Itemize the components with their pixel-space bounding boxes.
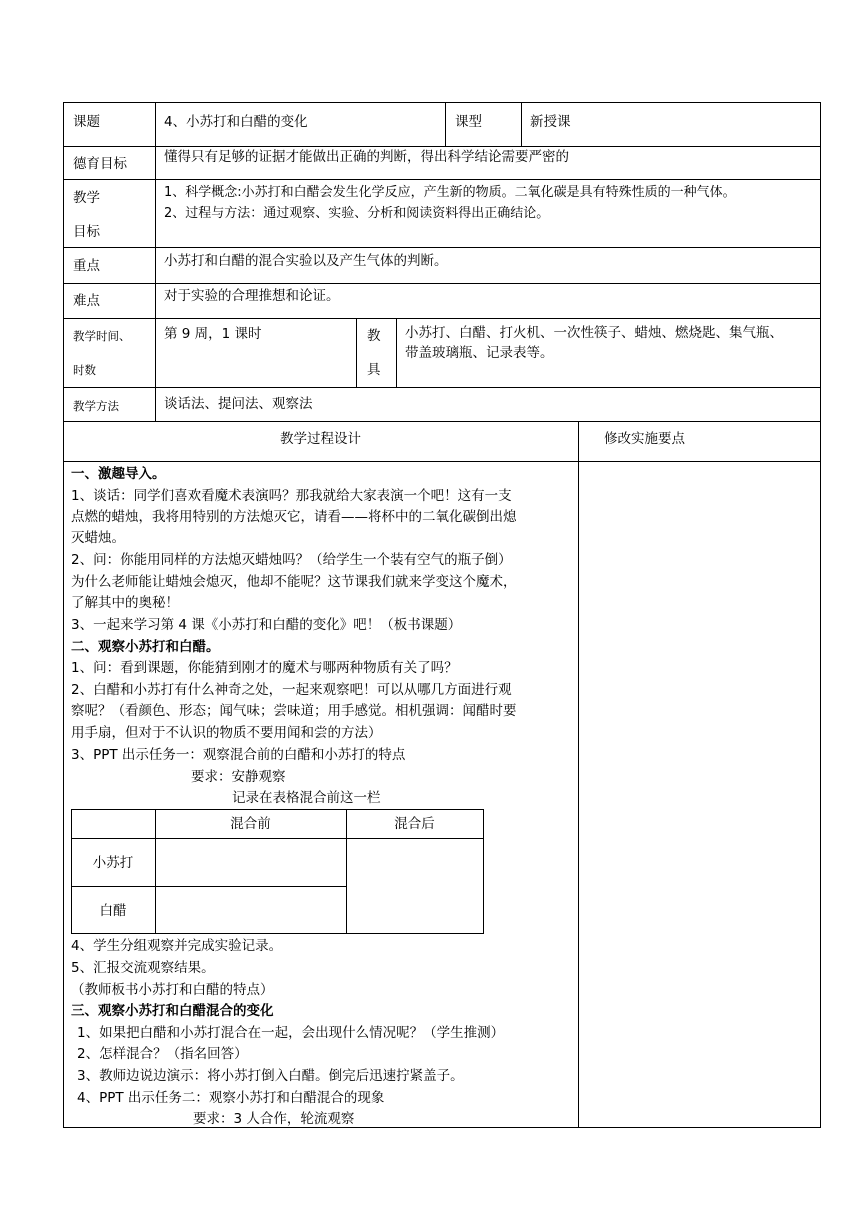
body-line: 为什么老师能让蜡烛会熄灭，他却不能呢？这节课我们就来学变这个魔术， <box>71 574 517 590</box>
body-line: 1、谈话：同学们喜欢看魔术表演吗？那我就给大家表演一个吧！这有一支 <box>71 488 512 504</box>
moral-label: 德育目标 <box>73 156 127 172</box>
row-divider <box>63 247 821 248</box>
body-line: 5、汇报交流观察结果。 <box>71 960 215 976</box>
body-line: 记录在表格混合前这一栏 <box>232 790 381 806</box>
body-line: 察呢？（看颜色、形态；闻气味；尝味道；用手感觉。相机强调：闻醋时要 <box>71 703 517 719</box>
record-table-divider <box>71 838 484 839</box>
body-line: 要求：安静观察 <box>191 769 286 785</box>
body-line: 用手扇，但对于不认识的物质不要用闻和尝的方法） <box>71 725 382 741</box>
moral-value: 懂得只有足够的证据才能做出正确的判断，得出科学结论需要严密的 <box>164 149 569 165</box>
goal-line: 1、科学概念:小苏打和白醋会发生化学反应，产生新的物质。二氧化碳是具有特殊性质的一种气体。 <box>164 185 736 200</box>
body-line: 4、学生分组观察并完成实验记录。 <box>71 938 283 954</box>
method-value: 谈话法、提问法、观察法 <box>164 396 313 412</box>
record-col-before: 混合前 <box>230 816 271 832</box>
method-label: 教学方法 <box>73 399 119 413</box>
tools-line: 带盖玻璃瓶、记录表等。 <box>405 345 554 361</box>
row-divider <box>63 179 821 180</box>
type-value: 新授课 <box>530 114 571 130</box>
row-divider <box>63 283 821 284</box>
column-divider <box>445 102 446 146</box>
time-label: 时数 <box>73 363 96 377</box>
difficulty-value: 对于实验的合理推想和论证。 <box>164 288 340 304</box>
goal-label: 目标 <box>73 224 100 240</box>
body-line: 要求：3 人合作，轮流观察 <box>193 1111 355 1127</box>
row-divider <box>63 387 821 388</box>
body-line: 了解其中的奥秘！ <box>71 595 179 611</box>
record-row-soda: 小苏打 <box>92 855 134 871</box>
tools-line: 小苏打、白醋、打火机、一次性筷子、蜡烛、燃烧匙、集气瓶、 <box>405 325 783 341</box>
column-divider <box>578 421 579 1128</box>
key-value: 小苏打和白醋的混合实验以及产生气体的判断。 <box>164 253 448 269</box>
body-line: 2、白醋和小苏打有什么神奇之处，一起来观察吧！可以从哪几方面进行观 <box>71 682 512 698</box>
body-line: 1、如果把白醋和小苏打混合在一起，会出现什么情况呢？（学生推测） <box>77 1025 505 1041</box>
record-row-vinegar: 白醋 <box>99 903 127 919</box>
time-value: 第 9 周，1 课时 <box>164 326 262 342</box>
section-heading: 三、观察小苏打和白醋混合的变化 <box>71 1003 274 1019</box>
topic-value: 4、小苏打和白醋的变化 <box>164 114 308 130</box>
record-col-after: 混合后 <box>394 816 435 832</box>
body-line: 点燃的蜡烛，我将用特别的方法熄灭它，请看——将杯中的二氧化碳倒出熄 <box>71 509 517 525</box>
column-divider <box>396 318 397 387</box>
type-label: 课型 <box>455 114 482 130</box>
section-heading: 二、观察小苏打和白醋。 <box>71 639 220 655</box>
row-divider <box>63 146 821 147</box>
body-line: 4、PPT 出示任务二：观察小苏打和白醋混合的现象 <box>77 1090 385 1106</box>
time-label: 教学时间、 <box>73 329 131 343</box>
difficulty-label: 难点 <box>73 293 100 309</box>
key-label: 重点 <box>73 258 100 274</box>
column-divider <box>155 102 156 421</box>
design-header: 教学过程设计 <box>280 431 361 447</box>
tools-label: 具 <box>367 362 381 378</box>
tools-label: 教 <box>367 328 381 344</box>
body-line: （教师板书小苏打和白醋的特点） <box>71 982 274 998</box>
notes-header: 修改实施要点 <box>604 431 685 447</box>
column-divider <box>521 102 522 146</box>
body-line: 1、问：看到课题，你能猜到刚才的魔术与哪两种物质有关了吗？ <box>71 660 458 676</box>
body-line: 灭蜡烛。 <box>71 530 125 546</box>
goal-label: 教学 <box>73 190 100 206</box>
record-table-border <box>71 809 484 810</box>
section-heading: 一、激趣导入。 <box>71 466 166 482</box>
body-line: 2、问：你能用同样的方法熄灭蜡烛吗？（给学生一个装有空气的瓶子倒） <box>71 552 512 568</box>
row-divider <box>63 318 821 319</box>
row-divider <box>63 421 821 422</box>
topic-label: 课题 <box>73 114 100 130</box>
record-table-divider <box>71 886 347 887</box>
row-divider <box>63 461 821 462</box>
column-divider <box>356 318 357 387</box>
body-line: 3、PPT 出示任务一：观察混合前的白醋和小苏打的特点 <box>71 747 406 763</box>
goal-line: 2、过程与方法：通过观察、实验、分析和阅读资料得出正确结论。 <box>164 206 550 221</box>
record-table-border <box>483 809 484 934</box>
body-line: 2、怎样混合？（指名回答） <box>77 1046 248 1062</box>
record-table-border <box>71 933 484 934</box>
body-line: 3、一起来学习第 4 课《小苏打和白醋的变化》吧！（板书课题） <box>71 617 462 633</box>
body-line: 3、教师边说边演示：将小苏打倒入白醋。倒完后迅速拧紧盖子。 <box>77 1068 464 1084</box>
